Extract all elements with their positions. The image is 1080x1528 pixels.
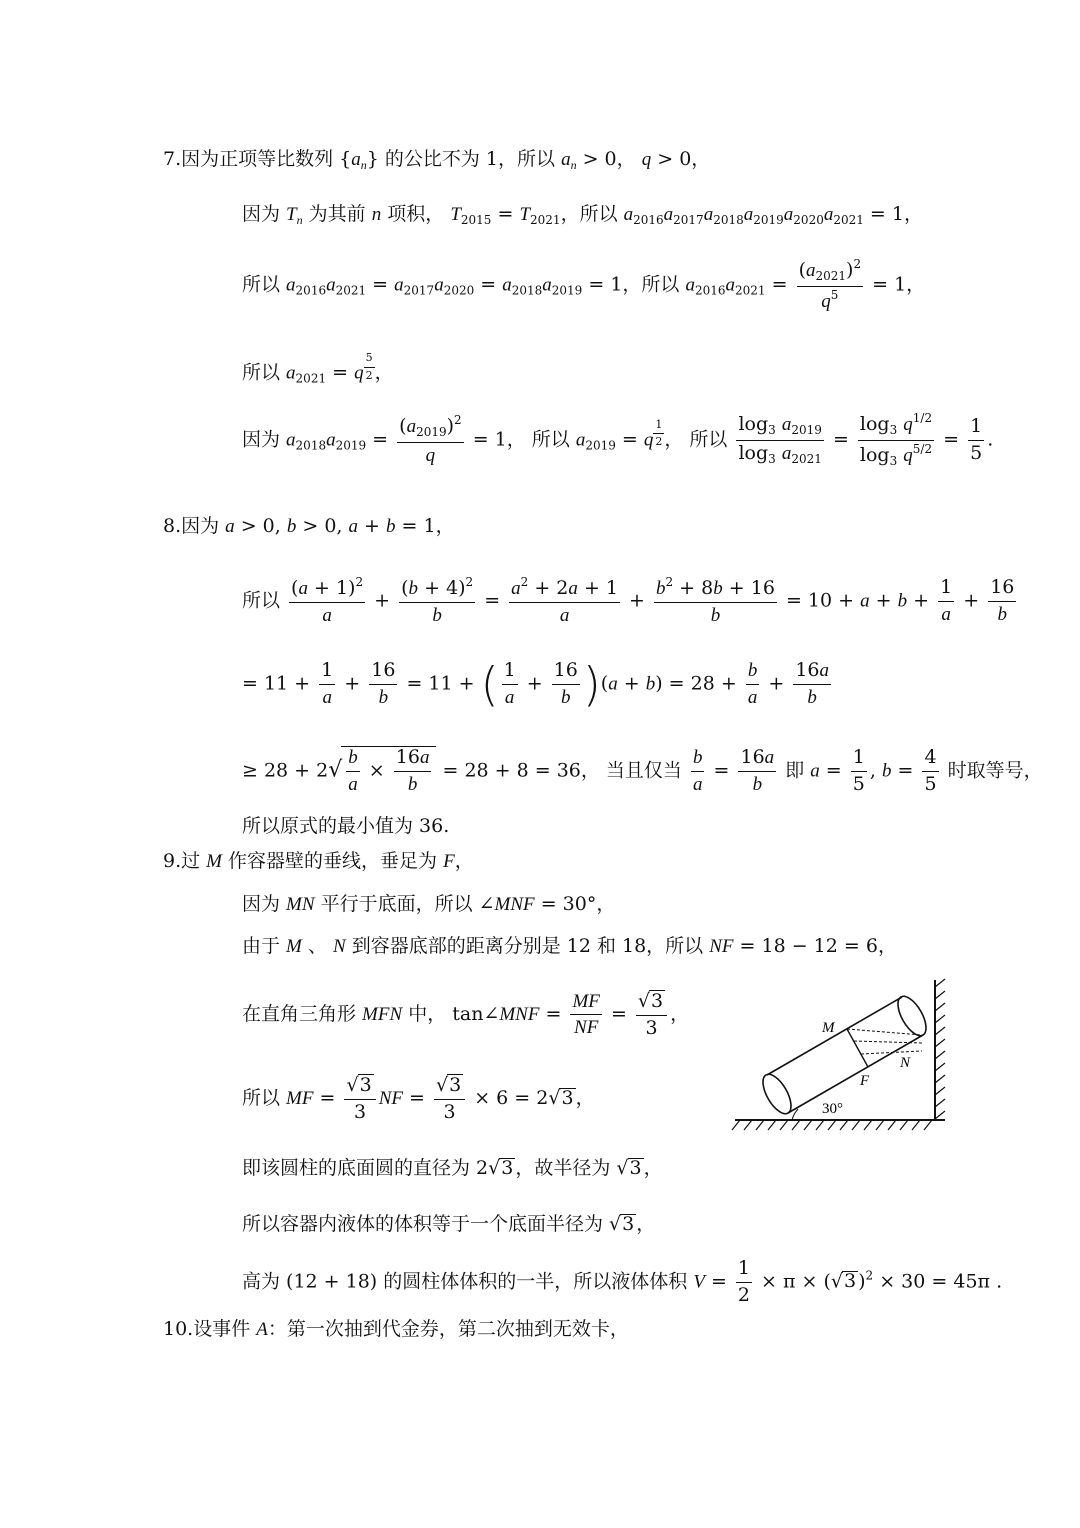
p8-line-2: 所以 $\frac{(a + 1)^2}{a}$ + $\frac{(b + 4)^2}{b}$ = $\frac{a^2 + 2a + 1}{a}$ + $\frac{b^2 + 8b + 16}{b}$ = 10 + a + b + $\frac{1}{a}$ + $\frac{16}{b}$	[242, 575, 1015, 626]
p8-line-3: = 11 + $\frac{1}{a}$ + $\frac{16}{b}$ = 11 + ( $\frac{1}{a}$ + $\frac{16}{b}$ )(a + b) = 28 + $\frac{b}{a}$ + $\frac{16a}{b}$	[242, 657, 829, 712]
p9-line-2: 因为 MN 平行于底面，所以 ∠MNF = 30°，	[242, 893, 616, 915]
p9-line-3: 由于 M 、 N 到容器底部的距离分别是 12 和 18，所以 NF = 18 − 12 = 6，	[242, 935, 897, 957]
label-f: F	[860, 1073, 870, 1089]
label-n: N	[900, 1055, 911, 1071]
p9-line-4: 在直角三角形 MFN 中， tan∠MNF = $\frac{MF}{NF}$ = $\frac{√3}{3}$ ，	[242, 990, 690, 1039]
p7-line-3: 所以 $a_{2016}a_{2021} = a_{2017}a_{2020} = a_{2018}a_{2019} = 1$，所以 $a_{2016}a_{2021}$ = $\frac{(a_{2021})^2}{q^5}$ = 1，	[242, 257, 926, 312]
p7-line-4: 所以 $a_{2021} = q$ $^{\frac{5}{2}}$ ，	[242, 351, 394, 386]
p9-line-7: 所以容器内液体的体积等于一个底面半径为 √3 ，	[242, 1213, 656, 1235]
p7-line-2: 因为 $T_n$ 为其前 n 项积， $T_{2015} = T_{2021}$，所以 $a_{2016}a_{2017}a_{2018}a_{2019}a_{2020}a_{2021} = 1$，	[242, 203, 923, 227]
label-m: M	[822, 1020, 835, 1036]
p8-line-1: 8.因为 a > 0, b > 0, a + b = 1，	[163, 515, 455, 537]
p9-line-5: 所以 MF = $\frac{√3}{3}$ NF = $\frac{√3}{3}$ × 6 = 2√3 ，	[242, 1074, 595, 1123]
p9-line-1: 9.过 M 作容器壁的垂线，垂足为 F，	[163, 850, 474, 872]
p7-line-1: 7.因为正项等比数列 $\{a_n\}$ 的公比不为 1，所以 $a_n > 0$， q > 0，	[163, 148, 711, 172]
p9-line-6: 即该圆柱的底面圆的直径为 2√3 ，故半径为 √3 ，	[242, 1157, 663, 1179]
p8-line-4: ≥ 28 + 2√ $\frac{b}{a}$ × $\frac{16a}{b}$ = 28 + 8 = 36， 当且仅当 $\frac{b}{a}$ = $\frac{16a}{b}$ 即 a = $\frac{1}{5}$ , b = $\frac{4}{5}$ 时取等号，	[242, 746, 1043, 795]
p8-line-5: 所以原式的最小值为 36.	[242, 815, 450, 837]
p9-line-8: 高为 (12 + 18) 的圆柱体体积的一半，所以液体体积 V = $\frac{1}{2}$ × π × (√3 )$^2$ × 30 = 45π .	[242, 1257, 1003, 1306]
p7-line-5: 因为 $a_{2018}a_{2019}$ = $\frac{(a_{2019})^2}{q}$ = 1， 所以 $a_{2019} = q$ $^{\frac{1}{2}}$ ， 所以 $\frac{\log_3 a_{2019}}{\log_3 a_{2021}}$ = $\frac{\log_3 q^{1/2}}{\log_3 q^{5/2}}$ = $\frac{1}{5}$ .	[242, 411, 994, 468]
angle-label: 30°	[822, 1101, 843, 1117]
cylinder-figure	[730, 975, 960, 1135]
p10-line-1: 10.设事件 A：第一次抽到代金券，第二次抽到无效卡，	[163, 1318, 629, 1340]
